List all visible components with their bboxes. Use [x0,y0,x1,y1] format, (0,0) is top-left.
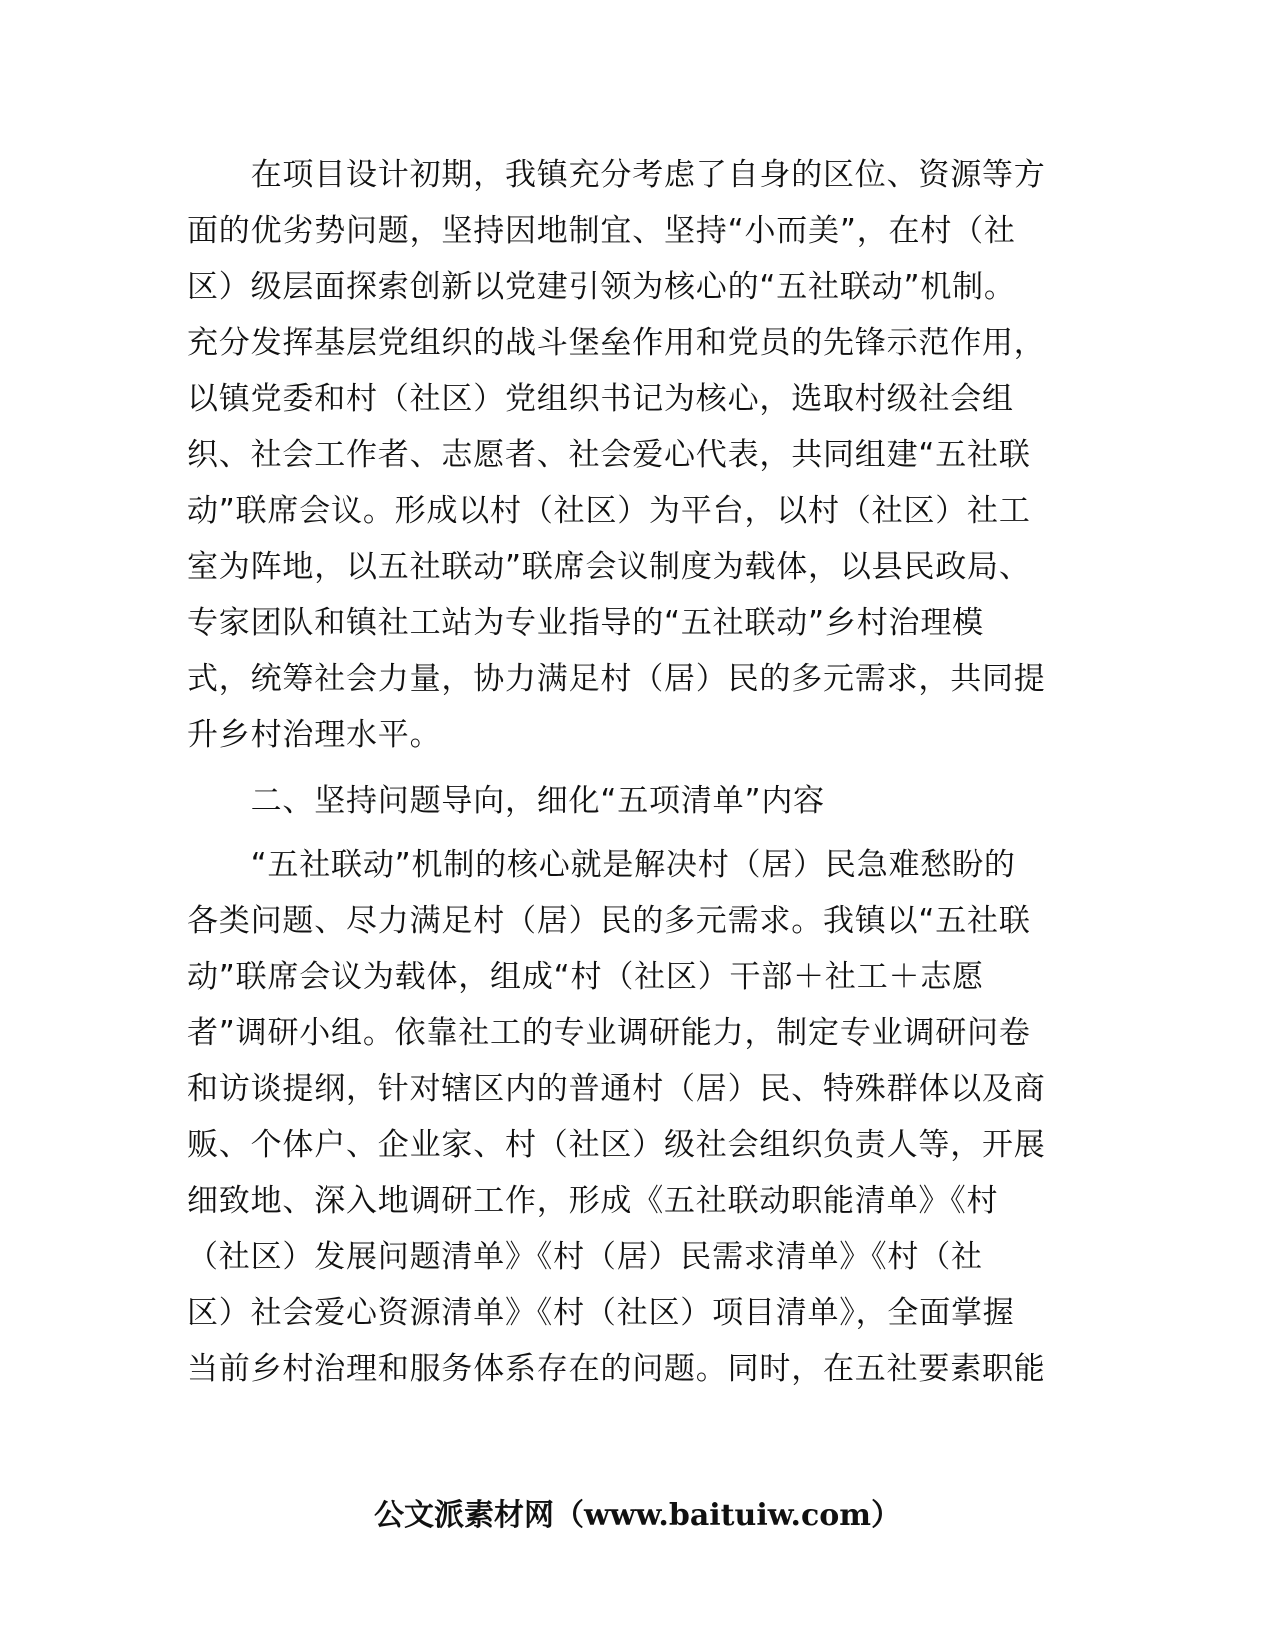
paragraph-line: 细致地、深入地调研工作，形成《五社联动职能清单》《村 [187,1183,999,1219]
section-heading: 二、坚持问题导向，细化“五项清单”内容 [187,783,825,819]
page-footer-watermark: 公文派素材网（www.baituiw.com） [373,1498,902,1533]
paragraph-line: 在项目设计初期，我镇充分考虑了自身的区位、资源等方 [187,157,1046,193]
paragraph-line: 动”联席会议。形成以村（社区）为平台，以村（社区）社工 [187,493,1031,529]
paragraph-line: 升乡村治理水平。 [187,717,442,753]
paragraph-line: 区）社会爱心资源清单》《村（社区）项目清单》，全面掌握 [187,1295,1015,1331]
paragraph-line: “五社联动”机制的核心就是解决村（居）民急难愁盼的 [187,847,1016,883]
paragraph-line: （社区）发展问题清单》《村（居）民需求清单》《村（社 [187,1239,983,1275]
paragraph-line: 式，统筹社会力量，协力满足村（居）民的多元需求，共同提 [187,661,1046,697]
paragraph-line: 充分发挥基层党组织的战斗堡垒作用和党员的先锋示范作用， [187,325,1046,361]
paragraph-line: 各类问题、尽力满足村（居）民的多元需求。我镇以“五社联 [187,903,1031,939]
paragraph-line: 以镇党委和村（社区）党组织书记为核心，选取村级社会组 [187,381,1014,417]
paragraph-line: 贩、个体户、企业家、村（社区）级社会组织负责人等，开展 [187,1127,1046,1163]
paragraph-line: 动”联席会议为载体，组成“村（社区）干部＋社工＋志愿 [187,959,984,995]
paragraph-line: 区）级层面探索创新以党建引领为核心的“五社联动”机制。 [187,269,1016,305]
paragraph-line: 织、社会工作者、志愿者、社会爱心代表，共同组建“五社联 [187,437,1031,473]
paragraph-line: 当前乡村治理和服务体系存在的问题。同时，在五社要素职能 [187,1351,1046,1387]
paragraph-line: 和访谈提纲，针对辖区内的普通村（居）民、特殊群体以及商 [187,1071,1046,1107]
paragraph-line: 者”调研小组。依靠社工的专业调研能力，制定专业调研问卷 [187,1015,1031,1051]
paragraph-line: 面的优劣势问题，坚持因地制宜、坚持“小而美”，在村（社 [187,213,1016,249]
paragraph-line: 专家团队和镇社工站为专业指导的“五社联动”乡村治理模 [187,605,984,641]
paragraph-line: 室为阵地，以五社联动”联席会议制度为载体，以县民政局、 [187,549,1031,585]
